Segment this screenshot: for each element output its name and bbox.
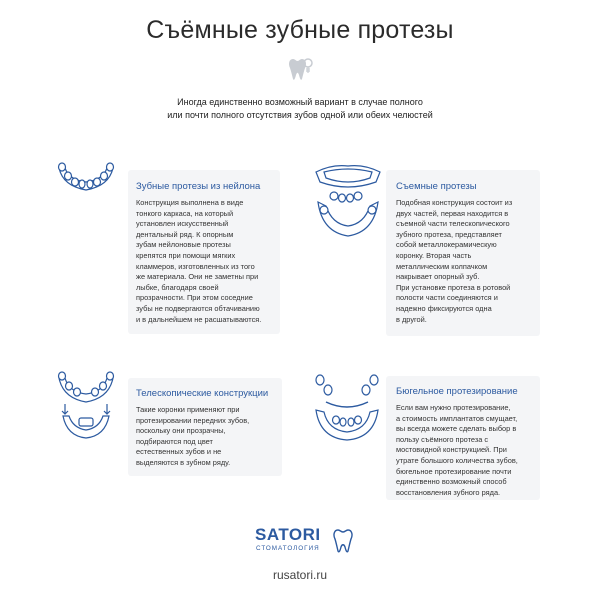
subtitle xyxy=(100,96,500,121)
lower-jaw-nylon-icon xyxy=(55,162,117,196)
subtitle-line: или почти полного отсутствия зубов одной или обеих челюстей xyxy=(167,109,433,120)
logo-subtitle: СТОМАТОЛОГИЯ xyxy=(256,545,320,552)
card-title: Телескопические конструкции xyxy=(136,388,269,399)
card-title: Бюгельное протезирование xyxy=(396,386,518,397)
satori-logo[interactable] xyxy=(255,525,355,561)
card-removable xyxy=(386,170,540,336)
card-body: Конструкция выполнена в виде тонкого каркаса, на который установлен искусственный дентальный ряд. К опорным зубам нейлоновые протезы крепятся при помощи мягких кламмеров, изготовленных из того же материала. Они не заметны при лыбке, благодаря своей прозрачности. При этом соседние зубы не подвергаются обтачиванию и в дальнейшем не расшатываются. xyxy=(136,198,262,324)
card-title: Зубные протезы из нейлона xyxy=(136,181,261,192)
card-clasp xyxy=(386,376,540,500)
card-body: Такие коронки применяют при протезировании передних зубов, поскольку они прозрачны, подбираются под цвет естественных зубов и не выделяются в зубном ряду. xyxy=(136,405,250,467)
card-body: Если вам нужно протезирование, а стоимость имплантатов смущает, вы всегда можете сделать выбор в пользу съёмного протеза с мостовидной конструкцией. При утрате большого количества зубов, бюгельное протезирование почти единственно возможный способ восстановления зубного ряда. xyxy=(396,403,518,497)
card-nylon xyxy=(128,170,280,334)
page-title: Съёмные зубные протезы xyxy=(146,16,454,44)
card-body: Подобная конструкция состоит из двух частей, первая находится в съемной части телескопического зубного протеза, представляет собой металлокерамическую коронку. Вторая часть металлическим колпачком накрывает опорный зуб. При установке протеза в ротовой полости части соединяются и надежно фиксируются одна в другой. xyxy=(396,198,513,324)
card-title: Съемные протезы xyxy=(396,181,477,192)
subtitle-line: Иногда единственно возможный вариант в случае полного xyxy=(177,97,423,107)
full-denture-icon xyxy=(312,162,384,240)
website-link[interactable]: rusatori.ru xyxy=(272,568,328,582)
tooth-implant-icon xyxy=(286,55,314,83)
telescopic-denture-icon xyxy=(55,370,117,442)
card-telescopic xyxy=(128,378,282,476)
clasp-denture-icon xyxy=(310,372,384,444)
logo-name: SATORI xyxy=(255,525,321,544)
tooth-logo-icon xyxy=(333,528,353,554)
